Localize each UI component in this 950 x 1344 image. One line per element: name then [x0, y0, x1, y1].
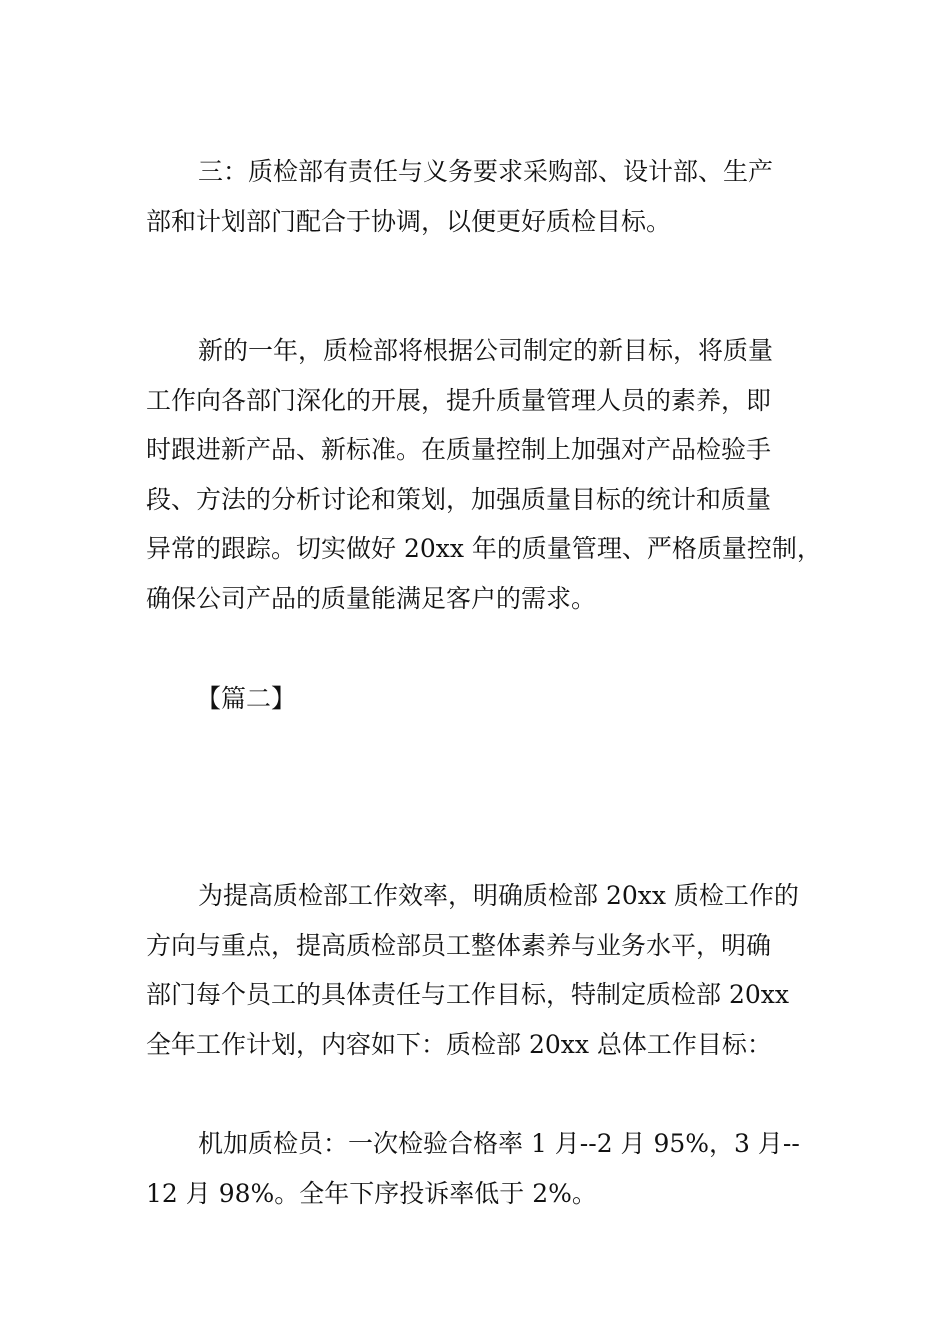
- text-line: 方向与重点，提高质检部员工整体素养与业务水平，明确: [146, 930, 772, 960]
- text-line: 部门每个员工的具体责任与工作目标，特制定质检部 20xx: [146, 980, 789, 1009]
- paragraph-introduction: [146, 871, 826, 1069]
- text-line: 异常的跟踪。切实做好 20xx 年的质量管理、严格质量控制，: [146, 534, 822, 563]
- text-line: 全年工作计划，内容如下：质检部 20xx 总体工作目标：: [146, 1029, 772, 1059]
- text-line: 新的一年，质检部将根据公司制定的新目标，将质量: [198, 336, 774, 365]
- text-line: 三：质检部有责任与义务要求采购部、设计部、生产: [198, 157, 774, 186]
- text-line: 时跟进新产品、新标准。在质量控制上加强对产品检验手: [146, 435, 772, 464]
- text-line: 为提高质检部工作效率，明确质检部 20xx 质检工作的: [198, 881, 799, 910]
- section-heading: [196, 674, 876, 724]
- text-line: 工作向各部门深化的开展，提升质量管理人员的素养，即: [146, 385, 772, 415]
- text-line: 12 月 98%。全年下序投诉率低于 2%。: [146, 1178, 597, 1208]
- paragraph-new-year-plan: [146, 326, 826, 623]
- text-line: 确保公司产品的质量能满足客户的需求。: [146, 583, 597, 613]
- section-heading-text: 【篇二】: [196, 684, 297, 713]
- paragraph-machining-inspector: [146, 1119, 826, 1218]
- paragraph-responsibility: [146, 147, 826, 246]
- text-line: 机加质检员：一次检验合格率 1 月--2 月 95%，3 月--: [198, 1129, 800, 1158]
- text-line: 部和计划部门配合于协调，以便更好质检目标。: [146, 206, 672, 236]
- text-line: 段、方法的分析讨论和策划，加强质量目标的统计和质量: [146, 484, 772, 514]
